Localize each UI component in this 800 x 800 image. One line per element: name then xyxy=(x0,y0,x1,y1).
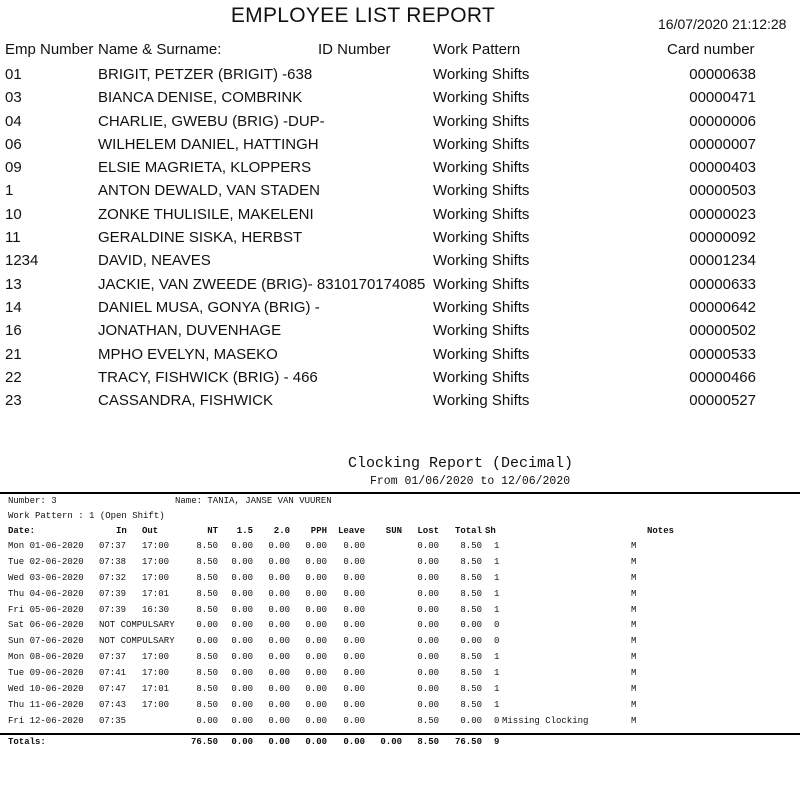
row-in: 07:47 xyxy=(99,684,127,695)
row-m: M xyxy=(631,715,637,726)
row-nt: 8.50 xyxy=(196,556,218,567)
table-row xyxy=(0,573,800,589)
row-date: Wed 10-06-2020 xyxy=(8,684,84,695)
emp-name: ANTON DEWALD, VAN STADEN xyxy=(98,182,320,200)
row-out: 17:00 xyxy=(142,668,170,679)
row-2-0: 0.00 xyxy=(268,715,290,726)
table-row xyxy=(0,620,800,636)
row-2-0: 0.00 xyxy=(268,620,290,631)
row-lost: 0.00 xyxy=(417,684,439,695)
row-1-5: 0.00 xyxy=(231,668,253,679)
row-total: 8.50 xyxy=(460,652,482,663)
row-sh: 1 xyxy=(494,541,500,551)
row-nt: 0.00 xyxy=(196,636,218,647)
emp-card-number: 00000502 xyxy=(689,322,756,340)
employee-table-body xyxy=(0,64,800,410)
row-out: 17:00 xyxy=(142,699,170,710)
emp-name: CASSANDRA, FISHWICK xyxy=(98,392,274,410)
row-leave: 0.00 xyxy=(343,541,365,551)
col-total: Total xyxy=(454,526,482,536)
totals-nt: 76.50 xyxy=(190,737,218,747)
row-1-5: 0.00 xyxy=(231,588,253,599)
row-date: Sat 06-06-2020 xyxy=(8,620,84,631)
row-lost: 0.00 xyxy=(417,699,439,710)
emp-card-number: 00000503 xyxy=(689,182,756,200)
totals-lost: 8.50 xyxy=(417,737,439,747)
row-total: 8.50 xyxy=(460,588,482,599)
emp-number: 22 xyxy=(5,368,22,386)
row-2-0: 0.00 xyxy=(268,684,290,695)
employee-name: Name: TANIA, JANSE VAN VUUREN xyxy=(175,496,332,506)
row-leave: 0.00 xyxy=(343,668,365,679)
row-nt: 8.50 xyxy=(196,604,218,615)
row-leave: 0.00 xyxy=(343,636,365,647)
emp-number: 23 xyxy=(5,392,22,410)
report-datetime: 16/07/2020 21:12:28 xyxy=(658,16,787,32)
row-pph: 0.00 xyxy=(305,715,327,726)
row-lost: 0.00 xyxy=(417,620,439,631)
row-nt: 8.50 xyxy=(196,541,218,551)
emp-work-pattern: Working Shifts xyxy=(433,392,530,410)
row-nt: 8.50 xyxy=(196,588,218,599)
row-out: 17:01 xyxy=(142,684,170,695)
row-sh: 1 xyxy=(494,668,500,679)
row-status: NOT COMPULSARY xyxy=(99,620,175,631)
row-total: 8.50 xyxy=(460,684,482,695)
row-total: 8.50 xyxy=(460,541,482,551)
row-leave: 0.00 xyxy=(343,699,365,710)
row-1-5: 0.00 xyxy=(231,604,253,615)
table-row xyxy=(0,636,800,652)
emp-number: 04 xyxy=(5,112,22,130)
clocking-table-header xyxy=(0,526,800,538)
emp-card-number: 00001234 xyxy=(689,252,756,270)
emp-number: 13 xyxy=(5,275,22,293)
emp-number: 1234 xyxy=(5,252,39,270)
row-date: Tue 02-06-2020 xyxy=(8,556,84,567)
emp-name: WILHELEM DANIEL, HATTINGH xyxy=(98,135,319,153)
emp-card-number: 00000527 xyxy=(689,392,756,410)
emp-name: JONATHAN, DUVENHAGE xyxy=(98,322,282,340)
table-row xyxy=(0,227,800,250)
emp-work-pattern: Working Shifts xyxy=(433,205,530,223)
row-date: Thu 04-06-2020 xyxy=(8,588,84,599)
totals-sun: 0.00 xyxy=(380,737,402,747)
emp-number: 09 xyxy=(5,159,22,177)
emp-number: 11 xyxy=(5,229,21,247)
header-work-pattern: Work Pattern xyxy=(433,41,521,58)
row-total: 8.50 xyxy=(460,668,482,679)
row-1-5: 0.00 xyxy=(231,572,253,583)
row-out: 17:01 xyxy=(142,588,170,599)
header-emp-number: Emp Number xyxy=(5,41,94,58)
row-nt: 8.50 xyxy=(196,652,218,663)
clocking-report-range: From 01/06/2020 to 12/06/2020 xyxy=(370,475,571,488)
row-leave: 0.00 xyxy=(343,620,365,631)
row-nt: 8.50 xyxy=(196,668,218,679)
divider-top xyxy=(0,492,800,494)
row-lost: 0.00 xyxy=(417,572,439,583)
row-date: Tue 09-06-2020 xyxy=(8,668,84,679)
totals-leave: 0.00 xyxy=(343,737,365,747)
emp-work-pattern: Working Shifts xyxy=(433,252,530,270)
header-name: Name & Surname: xyxy=(98,41,222,58)
row-m: M xyxy=(631,636,637,647)
clocking-report-title: Clocking Report (Decimal) xyxy=(348,455,574,472)
row-m: M xyxy=(631,604,637,615)
row-2-0: 0.00 xyxy=(268,668,290,679)
row-lost: 0.00 xyxy=(417,636,439,647)
row-1-5: 0.00 xyxy=(231,636,253,647)
row-sh: 1 xyxy=(494,604,500,615)
row-sh: 1 xyxy=(494,556,500,567)
row-m: M xyxy=(631,620,637,631)
emp-card-number: 00000092 xyxy=(689,229,756,247)
row-2-0: 0.00 xyxy=(268,541,290,551)
row-nt: 8.50 xyxy=(196,684,218,695)
row-sh: 1 xyxy=(494,572,500,583)
emp-name: TRACY, FISHWICK (BRIG) - 466 xyxy=(98,368,318,386)
row-1-5: 0.00 xyxy=(231,715,253,726)
row-pph: 0.00 xyxy=(305,668,327,679)
row-date: Thu 11-06-2020 xyxy=(8,699,84,710)
emp-name: GERALDINE SISKA, HERBST xyxy=(98,229,303,247)
col-notes: Notes xyxy=(647,526,675,536)
row-in: 07:39 xyxy=(99,604,127,615)
table-row xyxy=(0,668,800,684)
col-1-5: 1.5 xyxy=(236,526,253,536)
table-row xyxy=(0,589,800,605)
row-lost: 0.00 xyxy=(417,604,439,615)
table-row xyxy=(0,157,800,180)
row-total: 0.00 xyxy=(460,636,482,647)
table-row xyxy=(0,134,800,157)
emp-card-number: 00000633 xyxy=(689,275,756,293)
row-lost: 0.00 xyxy=(417,652,439,663)
work-pattern: Work Pattern : 1 (Open Shift) xyxy=(8,511,165,521)
row-pph: 0.00 xyxy=(305,699,327,710)
col-lost: Lost xyxy=(417,526,439,536)
totals-1-5: 0.00 xyxy=(231,737,253,747)
emp-work-pattern: Working Shifts xyxy=(433,275,530,293)
header-card-number: Card number xyxy=(667,41,755,58)
row-total: 8.50 xyxy=(460,604,482,615)
row-lost: 0.00 xyxy=(417,541,439,551)
row-leave: 0.00 xyxy=(343,572,365,583)
emp-work-pattern: Working Shifts xyxy=(433,298,530,316)
row-pph: 0.00 xyxy=(305,588,327,599)
row-pph: 0.00 xyxy=(305,541,327,551)
clocking-table-body xyxy=(0,541,800,732)
row-pph: 0.00 xyxy=(305,636,327,647)
table-row xyxy=(0,605,800,621)
emp-name: CHARLIE, GWEBU (BRIG) -DUP- xyxy=(98,112,325,130)
emp-work-pattern: Working Shifts xyxy=(433,159,530,177)
header-id-number: ID Number xyxy=(318,41,391,58)
row-1-5: 0.00 xyxy=(231,652,253,663)
row-sh: 0 xyxy=(494,636,500,647)
row-m: M xyxy=(631,541,637,551)
row-in: 07:38 xyxy=(99,556,127,567)
emp-number: 16 xyxy=(5,322,22,340)
col-pph: PPH xyxy=(310,526,327,536)
row-pph: 0.00 xyxy=(305,604,327,615)
table-row xyxy=(0,652,800,668)
row-sh: 1 xyxy=(494,699,500,710)
row-2-0: 0.00 xyxy=(268,636,290,647)
emp-name: ELSIE MAGRIETA, KLOPPERS xyxy=(98,159,312,177)
row-total: 0.00 xyxy=(460,620,482,631)
row-out: 17:00 xyxy=(142,541,170,551)
row-sh: 1 xyxy=(494,684,500,695)
table-row xyxy=(0,204,800,227)
row-pph: 0.00 xyxy=(305,556,327,567)
emp-card-number: 00000533 xyxy=(689,345,756,363)
row-2-0: 0.00 xyxy=(268,556,290,567)
row-total: 8.50 xyxy=(460,572,482,583)
row-1-5: 0.00 xyxy=(231,541,253,551)
emp-name: BRIGIT, PETZER (BRIGIT) -638 xyxy=(98,66,313,83)
table-row xyxy=(0,557,800,573)
emp-card-number: 00000471 xyxy=(689,89,756,107)
col-sh: Sh xyxy=(485,526,496,536)
row-leave: 0.00 xyxy=(343,684,365,695)
totals-total: 76.50 xyxy=(454,737,482,747)
row-pph: 0.00 xyxy=(305,652,327,663)
table-row xyxy=(0,297,800,320)
row-1-5: 0.00 xyxy=(231,684,253,695)
report-title: EMPLOYEE LIST REPORT xyxy=(230,4,496,27)
emp-work-pattern: Working Shifts xyxy=(433,322,530,340)
emp-card-number: 00000006 xyxy=(689,112,756,130)
row-leave: 0.00 xyxy=(343,588,365,599)
emp-work-pattern: Working Shifts xyxy=(433,229,530,247)
clocking-report xyxy=(0,455,800,755)
table-row xyxy=(0,367,800,390)
row-leave: 0.00 xyxy=(343,556,365,567)
totals-label: Totals: xyxy=(8,737,46,747)
row-sh: 1 xyxy=(494,652,500,663)
row-total: 8.50 xyxy=(460,556,482,567)
row-nt: 8.50 xyxy=(196,572,218,583)
row-nt: 0.00 xyxy=(196,620,218,631)
row-m: M xyxy=(631,699,637,710)
emp-number: 01 xyxy=(5,66,22,83)
row-lost: 0.00 xyxy=(417,556,439,567)
table-row xyxy=(0,111,800,134)
table-row xyxy=(0,87,800,110)
row-out: 17:00 xyxy=(142,572,170,583)
col-sun: SUN xyxy=(385,526,402,536)
employee-table-header xyxy=(0,41,800,61)
row-sh: 0 xyxy=(494,620,500,631)
row-status: NOT COMPULSARY xyxy=(99,636,175,647)
divider-totals xyxy=(0,733,800,735)
row-date: Sun 07-06-2020 xyxy=(8,636,84,647)
table-row xyxy=(0,64,800,87)
emp-work-pattern: Working Shifts xyxy=(433,345,530,363)
row-2-0: 0.00 xyxy=(268,588,290,599)
row-leave: 0.00 xyxy=(343,652,365,663)
row-sh: 1 xyxy=(494,588,500,599)
row-date: Wed 03-06-2020 xyxy=(8,572,84,583)
emp-card-number: 00000642 xyxy=(689,298,756,316)
emp-work-pattern: Working Shifts xyxy=(433,66,530,83)
emp-name: DAVID, NEAVES xyxy=(98,252,211,270)
emp-name: JACKIE, VAN ZWEEDE (BRIG)- 8310170174085 xyxy=(98,275,426,293)
row-total: 0.00 xyxy=(460,715,482,726)
row-2-0: 0.00 xyxy=(268,604,290,615)
row-in: 07:41 xyxy=(99,668,127,679)
row-1-5: 0.00 xyxy=(231,699,253,710)
table-row xyxy=(0,344,800,367)
row-pph: 0.00 xyxy=(305,572,327,583)
row-in: 07:32 xyxy=(99,572,127,583)
row-1-5: 0.00 xyxy=(231,556,253,567)
table-row xyxy=(0,180,800,203)
row-nt: 0.00 xyxy=(196,715,218,726)
col-date: Date: xyxy=(8,526,36,536)
emp-name: ZONKE THULISILE, MAKELENI xyxy=(98,205,314,223)
row-leave: 0.00 xyxy=(343,604,365,615)
row-out: 16:30 xyxy=(142,604,170,615)
row-m: M xyxy=(631,588,637,599)
totals-sh: 9 xyxy=(494,737,500,747)
row-m: M xyxy=(631,652,637,663)
row-lost: 0.00 xyxy=(417,668,439,679)
table-row xyxy=(0,700,800,716)
row-out: 17:00 xyxy=(142,652,170,663)
row-lost: 0.00 xyxy=(417,588,439,599)
emp-name: BIANCA DENISE, COMBRINK xyxy=(98,89,303,107)
row-m: M xyxy=(631,668,637,679)
totals-2-0: 0.00 xyxy=(268,737,290,747)
table-row xyxy=(0,684,800,700)
row-in: 07:43 xyxy=(99,699,127,710)
row-nt: 8.50 xyxy=(196,699,218,710)
emp-number: 10 xyxy=(5,205,22,223)
row-date: Fri 05-06-2020 xyxy=(8,604,84,615)
row-2-0: 0.00 xyxy=(268,572,290,583)
row-date: Mon 08-06-2020 xyxy=(8,652,84,663)
emp-number: 21 xyxy=(5,345,22,363)
table-row xyxy=(0,274,800,297)
col-in: In xyxy=(116,526,127,536)
row-1-5: 0.00 xyxy=(231,620,253,631)
emp-card-number: 00000007 xyxy=(689,135,756,153)
col-nt: NT xyxy=(207,526,218,536)
row-leave: 0.00 xyxy=(343,715,365,726)
emp-work-pattern: Working Shifts xyxy=(433,89,530,107)
row-pph: 0.00 xyxy=(305,620,327,631)
col-leave: Leave xyxy=(337,526,365,536)
emp-number: 06 xyxy=(5,135,22,153)
emp-card-number: 00000466 xyxy=(689,368,756,386)
emp-number: 14 xyxy=(5,298,22,316)
row-total: 8.50 xyxy=(460,699,482,710)
emp-number: 1 xyxy=(5,182,14,200)
table-row xyxy=(0,541,800,557)
row-in: 07:35 xyxy=(99,715,127,726)
totals-row xyxy=(0,737,800,749)
row-m: M xyxy=(631,556,637,567)
row-date: Mon 01-06-2020 xyxy=(8,541,84,551)
col-2-0: 2.0 xyxy=(273,526,290,536)
emp-card-number: 00000638 xyxy=(689,66,756,83)
col-out: Out xyxy=(142,526,159,536)
row-m: M xyxy=(631,684,637,695)
emp-name: DANIEL MUSA, GONYA (BRIG) - xyxy=(98,298,320,316)
emp-card-number: 00000403 xyxy=(689,159,756,177)
row-out: 17:00 xyxy=(142,556,170,567)
row-m: M xyxy=(631,572,637,583)
employee-number: Number: 3 xyxy=(8,496,57,506)
table-row xyxy=(0,390,800,410)
row-2-0: 0.00 xyxy=(268,699,290,710)
row-date: Fri 12-06-2020 xyxy=(8,715,84,726)
emp-card-number: 00000023 xyxy=(689,205,756,223)
totals-pph: 0.00 xyxy=(305,737,327,747)
emp-number: 03 xyxy=(5,89,22,107)
emp-name: MPHO EVELYN, MASEKO xyxy=(98,345,278,363)
row-in: 07:37 xyxy=(99,652,127,663)
emp-work-pattern: Working Shifts xyxy=(433,135,530,153)
row-sh: 0 xyxy=(494,715,500,726)
emp-work-pattern: Working Shifts xyxy=(433,182,530,200)
row-lost: 8.50 xyxy=(417,715,439,726)
table-row xyxy=(0,250,800,273)
table-row xyxy=(0,716,800,732)
row-in: 07:39 xyxy=(99,588,127,599)
row-2-0: 0.00 xyxy=(268,652,290,663)
emp-work-pattern: Working Shifts xyxy=(433,112,530,130)
row-notes: Missing Clocking xyxy=(502,715,589,726)
row-pph: 0.00 xyxy=(305,684,327,695)
row-in: 07:37 xyxy=(99,541,127,551)
emp-work-pattern: Working Shifts xyxy=(433,368,530,386)
table-row xyxy=(0,320,800,343)
